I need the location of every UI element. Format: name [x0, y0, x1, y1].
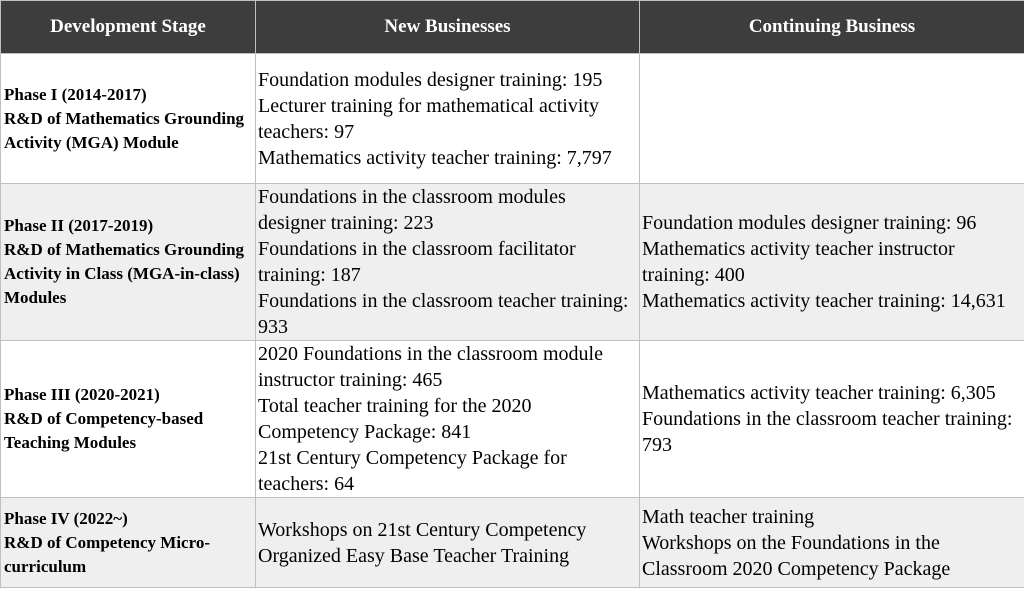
list-item: Math teacher training — [642, 505, 815, 528]
list-item: Mathematics activity teacher training: 7,797 — [258, 146, 612, 169]
list-item: Foundations in the classroom facilitator training: 187 — [258, 238, 576, 286]
stage-cell — [1, 54, 256, 184]
stage-description: R&D of Mathematics Grounding Activity (MGA) Module — [4, 108, 245, 152]
new-businesses-cell — [256, 184, 640, 341]
stage-description: R&D of Competency Micro-curriculum — [4, 532, 210, 576]
continuing-business-cell — [640, 184, 1024, 341]
stage-phase-label: Phase IV (2022~) — [4, 508, 128, 528]
table-row-phase-1 — [1, 54, 1024, 184]
stage-cell — [1, 184, 256, 341]
list-item: Foundation modules designer training: 96 — [642, 212, 977, 234]
list-item: Foundation modules designer training: 195 — [258, 68, 603, 91]
continuing-business-cell — [640, 341, 1024, 498]
header-row — [1, 1, 1024, 54]
stage-cell — [1, 498, 256, 588]
table-row-phase-4 — [1, 498, 1024, 588]
list-item: Workshops on the Foundations in the Classroom 2020 Competency Package — [642, 531, 951, 580]
list-item: Mathematics activity teacher training: 14,631 — [642, 290, 1006, 312]
list-item: 21st Century Competency Package for teachers: 64 — [258, 447, 567, 495]
new-businesses-cell — [256, 341, 640, 498]
stage-phase-label: Phase III (2020-2021) — [4, 385, 160, 404]
header-development-stage: Development Stage — [1, 1, 256, 54]
stage-phase-label: Phase II (2017-2019) — [4, 216, 154, 235]
continuing-business-cell — [640, 54, 1024, 184]
list-item: Foundations in the classroom modules designer training: 223 — [258, 186, 566, 234]
list-item: Mathematics activity teacher training: 6,305 — [642, 382, 996, 404]
list-item: Foundations in the classroom teacher training: 933 — [258, 290, 629, 338]
table-row-phase-3 — [1, 341, 1024, 498]
list-item: Total teacher training for the 2020 Competency Package: 841 — [258, 395, 532, 443]
list-item: Workshops on 21st Century Competency Organized Easy Base Teacher Training — [258, 518, 587, 567]
header-continuing-business: Continuing Business — [640, 1, 1024, 54]
continuing-business-cell — [640, 498, 1024, 588]
new-businesses-cell — [256, 54, 640, 184]
list-item: Foundations in the classroom teacher training: 793 — [642, 408, 1013, 456]
table-row-phase-2 — [1, 184, 1024, 341]
list-item: Mathematics activity teacher instructor training: 400 — [642, 238, 955, 286]
stage-description: R&D of Mathematics Grounding Activity in Class (MGA-in-class) Modules — [4, 240, 245, 307]
stage-description: R&D of Competency-based Teaching Modules — [4, 409, 204, 452]
stage-cell — [1, 341, 256, 498]
list-item: 2020 Foundations in the classroom module instructor training: 465 — [258, 343, 603, 391]
stage-phase-label: Phase I (2014-2017) — [4, 84, 147, 104]
list-item: Lecturer training for mathematical activity teachers: 97 — [258, 94, 599, 143]
new-businesses-cell — [256, 498, 640, 588]
header-new-businesses: New Businesses — [256, 1, 640, 54]
